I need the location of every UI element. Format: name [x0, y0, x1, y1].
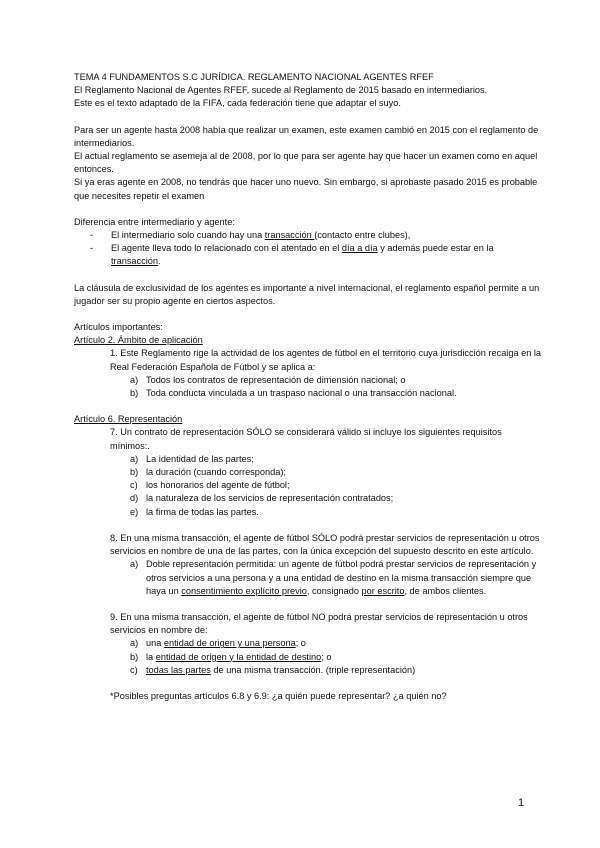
- paragraph: El actual reglamento se asemeja al de 2008, por lo que para ser agente hay que hacer un examen como en aquel entonces.: [74, 151, 538, 175]
- list-item: c) todas las partes de una misma transacción. (triple representación): [130, 664, 416, 675]
- section-heading: Diferencia entre intermediario y agente:: [74, 216, 235, 227]
- intro-line: Este es el texto adaptado de la FIFA, cada federación tiene que adaptar el suyo.: [74, 98, 401, 109]
- page-number: 1: [518, 797, 525, 809]
- list-item: b) la duración (cuando corresponda);: [130, 467, 286, 478]
- article-title: Artículo 6. Representación: [74, 414, 183, 425]
- article-paragraph: 7. Un contrato de representación SÓLO se considerará válido si incluye los siguientes requisitos mínimos:.: [110, 427, 502, 451]
- article-paragraph: 9. En una misma transacción, el agente de fútbol NO podrá prestar servicios de representación u otros servicios en nombre de:: [110, 611, 528, 636]
- paragraph: Para ser un agente hasta 2008 había que realizar un examen, este examen cambió en 2015 con el reglamento de intermediarios.: [74, 124, 539, 148]
- article-6-8-list: [74, 558, 544, 598]
- article-paragraph: 8. En una misma transacción, el agente de fútbol SÓLO podrá prestar servicios de representación u otros servicios en nombre de una de las partes, con la única excepción del supuesto descrito en este artículo.: [110, 532, 540, 557]
- difference-list: [74, 229, 544, 269]
- list-item: b) la entidad de origen y la entidad de destino; o: [130, 651, 332, 662]
- paragraph: Si ya eras agente en 2008, no tendrás que hacer uno nuevo. Sin embargo, si aprobaste pasado 2015 es probable que necesites repetir el examen: [74, 177, 538, 201]
- article-2-list: [74, 374, 544, 400]
- list-item: - El intermediario solo cuando hay una transacción (contacto entre clubes),: [74, 229, 544, 242]
- list-item: e) la firma de todas las partes.: [130, 506, 259, 517]
- article-paragraph: 1. Este Reglamento rige la actividad de los agentes de fútbol en el territorio cuya jurisdicción recaiga en la Real Federación Española de Fútbol y se aplica a:: [110, 348, 542, 372]
- article-title: Artículo 2. Ámbito de aplicación: [74, 335, 203, 346]
- note: *Posibles preguntas artículos 6.8 y 6.9: ¿a quién puede representar? ¿a quién no?: [110, 690, 447, 701]
- list-item: b) Toda conducta vinculada a un traspaso nacional o una transacción nacional.: [130, 388, 457, 399]
- section-heading: Artículos importantes:: [74, 322, 163, 333]
- list-item: d) la naturaleza de los servicios de representación contratados;: [130, 493, 394, 504]
- list-item: a) Todos los contratos de representación de dimensión nacional; o: [130, 374, 406, 385]
- intro-line: El Reglamento Nacional de Agentes RFEF, sucede al Reglamento de 2015 basado en intermediarios.: [74, 85, 488, 96]
- list-item: - El agente lleva todo lo relacionado con el atentado en el día a día y además puede estar en la transacción.: [74, 242, 544, 268]
- paragraph: La cláusula de exclusividad de los agentes es importante a nivel internacional, el reglamento español permite a un jugador ser su propio agente en ciertos aspectos.: [74, 282, 540, 306]
- list-item: c) los honorarios del agente de fútbol;: [130, 480, 290, 491]
- document-title: TEMA 4 FUNDAMENTOS S.C JURÍDICA. REGLAMENTO NACIONAL AGENTES RFEF: [74, 72, 434, 82]
- list-item: a) Doble representación permitida: un agente de fútbol podrá prestar servicios de representación y otros servicios a una persona y a una entidad de destino en la misma transacción siempre que haya un consentimiento explícito previo, consignado por escrito, de ambos clientes.: [130, 559, 537, 596]
- article-6-9-list: [74, 637, 544, 677]
- document-page: [74, 71, 544, 703]
- article-6-7-list: [74, 453, 544, 519]
- list-item: a) La identidad de las partes;: [130, 453, 254, 464]
- list-item: a) una entidad de origen y una persona; o: [130, 638, 306, 649]
